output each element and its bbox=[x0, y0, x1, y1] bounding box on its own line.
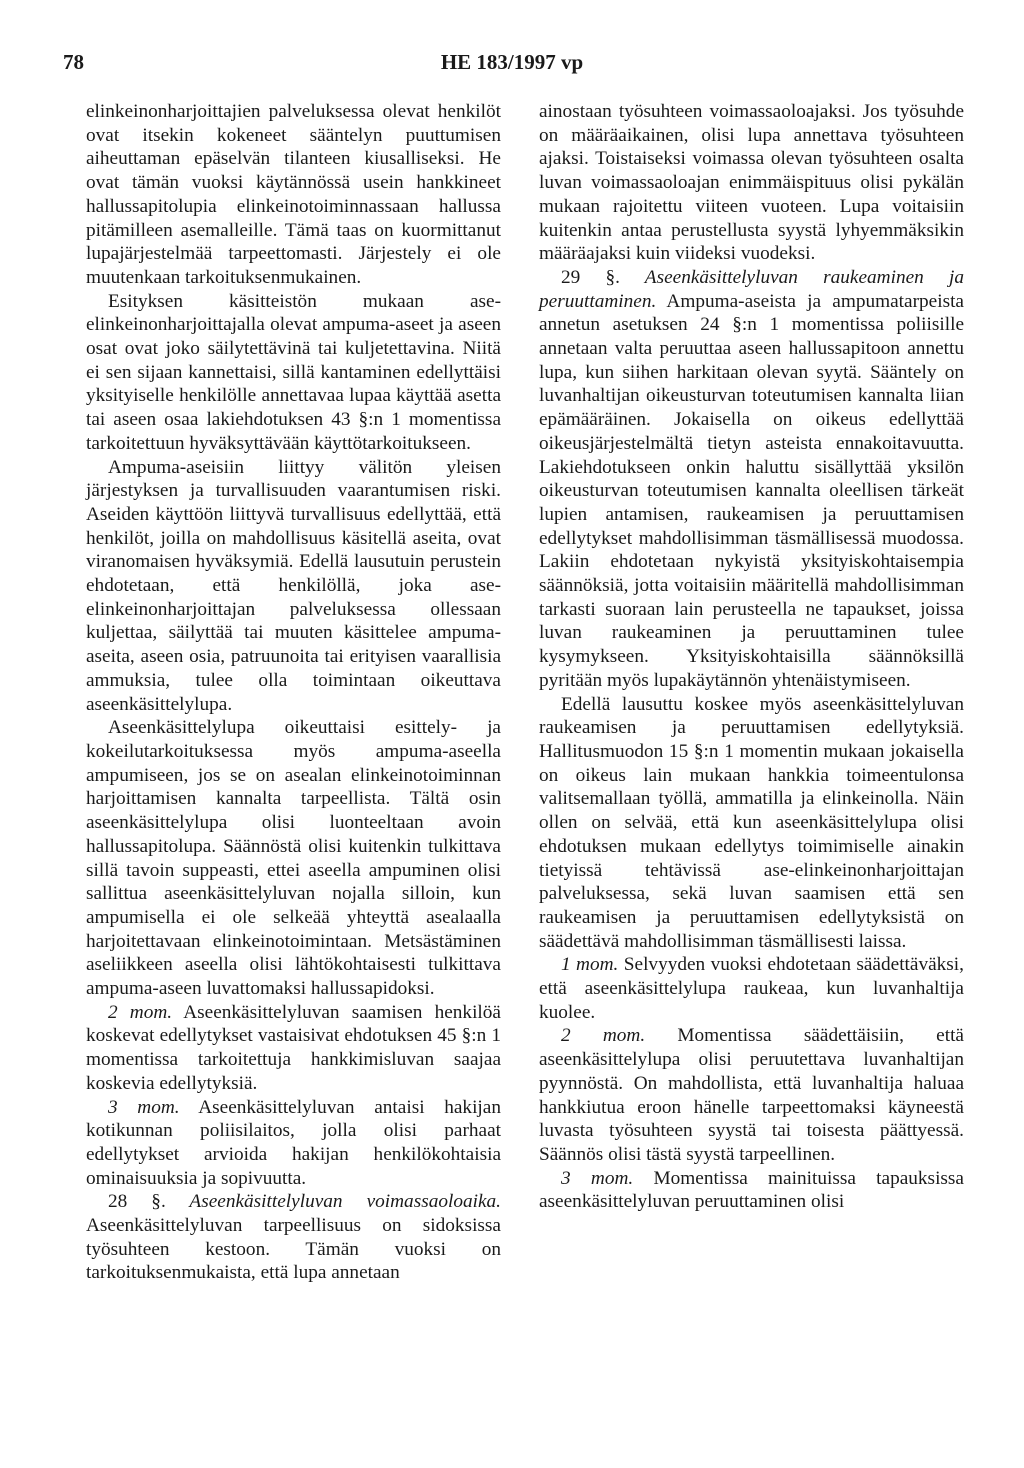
paragraph bbox=[86, 1096, 501, 1191]
page-number: 78 bbox=[63, 50, 84, 74]
section-number: 28 §. bbox=[108, 1191, 166, 1213]
paragraph-text: Momentissa mainituissa tapauksissa aseenkäsittelyluvan peruuttaminen olisi bbox=[539, 1167, 964, 1213]
paragraph-text: Aseenkäsittelyluvan antaisi hakijan kotikunnan poliisilaitos, jolla olisi parhaat edellytykset arvioida hakijan henkilökohtaisia ominaisuuksia ja sopivuutta. bbox=[86, 1096, 501, 1189]
paragraph-text: Selvyyden vuoksi ehdotetaan säädettäväksi, että aseenkäsittelylupa raukeaa, kun luvanhaltija kuolee. bbox=[539, 954, 964, 1023]
paragraph: ainostaan työsuhteen voimassaoloajaksi. Jos työsuhde on määräaikainen, olisi lupa annettava työsuhteen ajaksi. Toistaiseksi voimassa olevan työsuhteen osalta luvan voimassaoloajan enimmäispituus olisi pykälän mukaan rajoitettu viiteen vuoteen. Lupa voitaisiin kuitenkin antaa perustellusta syystä lyhyemmäksikin määräajaksi kuin viideksi vuodeksi. bbox=[539, 101, 964, 265]
paragraph-text: Aseenkäsittelyluvan tarpeellisuus on sidoksissa työsuhteen kestoon. Tämän vuoksi on tarkoituksenmukaista, että lupa annetaan bbox=[86, 1215, 501, 1284]
paragraph bbox=[86, 1190, 501, 1285]
paragraph bbox=[539, 1167, 964, 1214]
paragraph: Edellä lausuttu koskee myös aseenkäsittelyluvan raukeamisen ja peruuttamisen edellytyksiä. Hallitusmuodon 15 §:n 1 momentin mukaan jokaisella on oikeus lain mukaan hankkia toimeentulonsa valitsemallaan työllä, ammatilla ja elinkeinolla. Näin ollen on selvää, että kun aseenkäsittelylupa olisi ehdotuksen mukaan edellytys toimimiselle ainakin tietyissä tehtävissä ase-elinkeinonharjoittajan palveluksessa, sekä luvan saamisen että sen raukeamisen ja peruuttamisen edellytyksistä on säädettävä mahdollisimman täsmällisesti laissa. bbox=[539, 693, 964, 952]
section-title: Aseenkäsittelyluvan voimassaoloaika. bbox=[165, 1191, 501, 1213]
paragraph: elinkeinonharjoittajien palveluksessa olevat henkilöt ovat itsekin kokeneet sääntelyn puuttumisen aiheuttaman epäselvän tilanteen kiusalliseksi. He ovat tämän vuoksi käytännössä usein hankkineet hallussapitolupia elinkeinotoiminnassaan hallussa pitämilleen asemalleille. Tämä taas on kuormittanut lupajärjestelmää tarpeettomasti. Järjestely ei ole muutenkaan tarkoituksenmukainen. bbox=[86, 101, 501, 288]
paragraph bbox=[539, 953, 964, 1024]
moment-label: 3 mom. bbox=[108, 1096, 180, 1118]
right-column bbox=[539, 100, 964, 1214]
paragraph-text: Momentissa säädettäisiin, että aseenkäsittelylupa olisi peruutettava luvanhaltijan pyynnöstä. On mahdollista, että luvanhaltija haluaa hankkiutua eroon hänelle tarpeettomaksi käyneestä luvasta työsuhteen syystä tai toisesta päättyessä. Säännös olisi tästä syystä tarpeellinen. bbox=[539, 1025, 964, 1165]
paragraph-text: Aseenkäsittelyluvan saamisen henkilöä koskevat edellytykset vastaisivat ehdotuksen 45 §:n 1 momentissa tarkoitettuja hankkimisluvan saajaa koskevia edellytyksiä. bbox=[86, 1001, 501, 1094]
paragraph: Esityksen käsitteistön mukaan ase-elinkeinonharjoittajalla olevat ampuma-aseet ja aseen osat ovat joko säilytettävinä tai kuljetettavina. Niitä ei sen sijaan kannettaisi, sillä kantaminen edellyttäisi yksityiselle henkilölle annettavaa lupaa käyttää asetta tai aseen osaa lakiehdotuksen 43 §:n 1 momentissa tarkoitettuun hyväksyttävään käyttötarkoitukseen. bbox=[86, 290, 501, 454]
moment-label: 2 mom. bbox=[561, 1025, 646, 1047]
paragraph: Ampuma-aseisiin liittyy välitön yleisen järjestyksen ja turvallisuuden vaarantumisen riski. Aseiden käyttöön liittyvä turvallisuus edellyttää, että henkilöt, joilla on mahdollisuus käsitellä aseita, ovat viranomaisen hyväksymiä. Edellä lausutuin perustein ehdotetaan, että henkilöllä, joka ase-elinkeinonharjoittajan palveluksessa ollessaan kuljettaa, säilyttää tai muuten käsittelee ampuma-aseita, aseen osia, patruunoita tai erityisen vaarallisia ammuksia, tulee olla toimintaan oikeuttava aseenkäsittelylupa. bbox=[86, 456, 501, 715]
paragraph bbox=[86, 1001, 501, 1096]
left-column bbox=[86, 100, 501, 1285]
section-number: 29 §. bbox=[561, 266, 620, 288]
paragraph bbox=[539, 1024, 964, 1166]
moment-label: 1 mom. bbox=[561, 954, 619, 976]
moment-label: 2 mom. bbox=[108, 1001, 173, 1023]
paragraph: Aseenkäsittelylupa oikeuttaisi esittely- ja kokeilutarkoituksessa myös ampuma-aseella ampumiseen, jos se on asealan elinkeinotoiminnan harjoittamisen kannalta tarpeellista. Tältä osin aseenkäsittelylupa olisi luonteeltaan avoin hallussapitolupa. Säännöstä olisi kuitenkin tulkittava sillä tavoin suppeasti, ettei aseella ampuminen olisi sallittua aseenkäsittelyluvan nojalla silloin, kun ampumisella ei ole selkeää yhteyttä asealaalla harjoitettavaan elinkeinotoimintaan. Metsästäminen aseliikkeen aseella olisi lähtökohtaisesti tulkittava ampuma-aseen luvattomaksi hallussapidoksi. bbox=[86, 717, 501, 1000]
moment-label: 3 mom. bbox=[561, 1167, 634, 1189]
paragraph bbox=[539, 266, 964, 693]
section-title: Aseenkäsittelyluvan raukeaminen ja peruuttaminen. bbox=[539, 266, 964, 312]
document-id: HE 183/1997 vp bbox=[440, 50, 584, 74]
paragraph-text: Ampuma-aseista ja ampumatarpeista annetun asetuksen 24 §:n 1 momentissa poliisille annetaan valta peruuttaa aseen hallussapitoon annettu lupa, kun siihen harkitaan olevan syytä. Sääntely on luvanhaltijan oikeusturvan toteutumisen kannalta liian epämääräinen. Jokaisella on oikeus edellyttää oikeusjärjestelmältä tietyn asteista ennakoitavuutta. Lakiehdotukseen onkin haluttu sisällyttää yksilön oikeusturvan toteutumisen kannalta oleellisen tärkeät lupien antamisen, raukeamisen ja peruuttamisen edellytykset mahdollisimman täsmällisessä muodossa. Lakiin ehdotetaan nykyistä yksityiskohtaisempia säännöksiä, jotta voitaisiin määritellä mahdollisimman tarkasti suoraan lain perusteella ne tapaukset, joissa luvan raukeaminen ja peruuttaminen tulee kysymykseen. Yksityiskohtaisilla säännöksillä pyritään myös lupakäytännön yhtenäistymiseen. bbox=[539, 290, 964, 691]
